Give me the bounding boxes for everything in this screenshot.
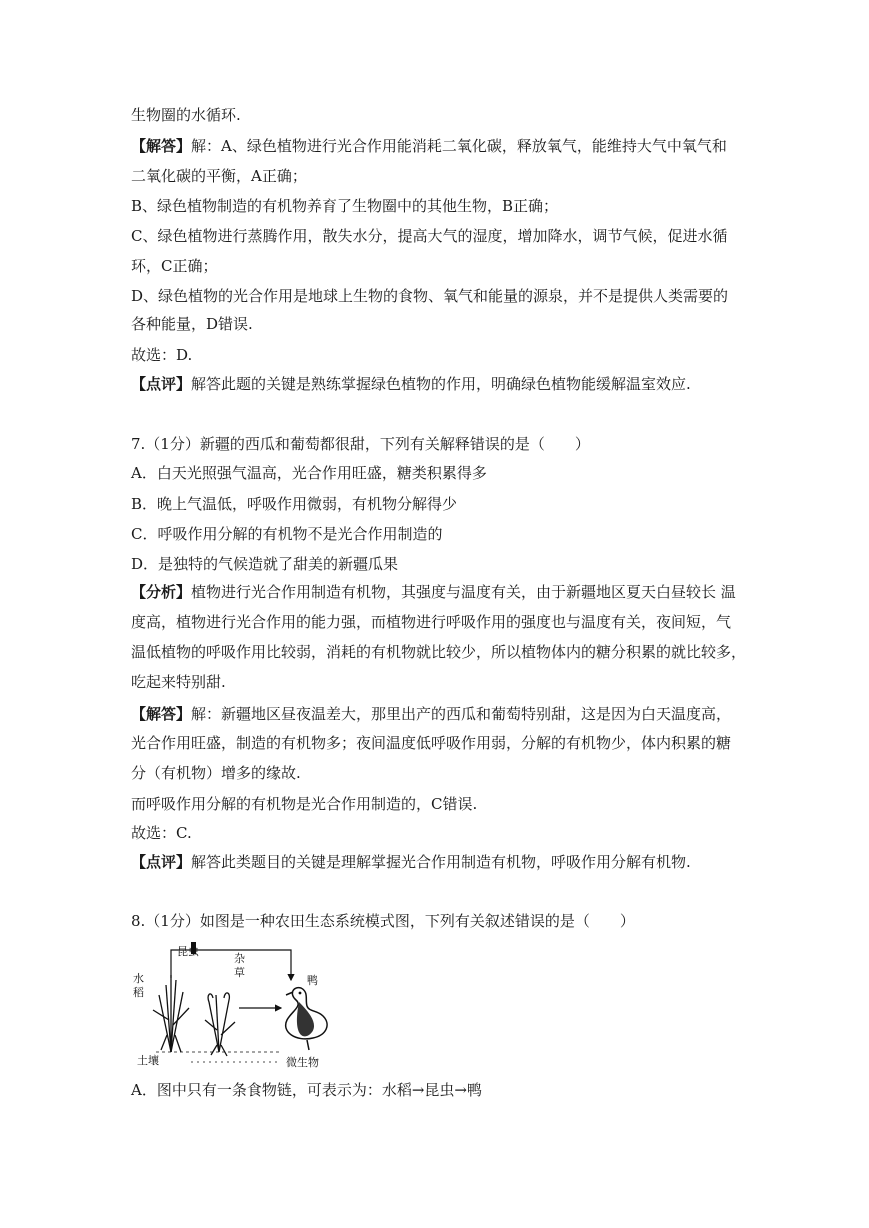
text-line: C、绿色植物进行蒸腾作用，散失水分，提高大气的湿度，增加降水，调节气候，促进水循 — [131, 227, 728, 245]
weed-plant — [205, 993, 235, 1056]
section-tag: 【点评】 — [131, 375, 192, 393]
text-line: 吃起来特别甜. — [131, 673, 226, 691]
weed-label-1: 杂 — [234, 952, 245, 965]
rice-label-1: 水 — [133, 972, 144, 985]
text-line: 生物圈的水循环. — [131, 106, 241, 124]
option-d: D．是独特的气候造就了甜美的新疆瓜果 — [131, 555, 399, 573]
duck-label: 鸭 — [307, 974, 318, 987]
text-line: 分（有机物）增多的缘故. — [131, 764, 301, 782]
text-line: B、绿色植物制造的有机物养育了生物圈中的其他生物，B正确； — [131, 197, 559, 215]
option-a: A．图中只有一条食物链，可表示为：水稻→昆虫→鸭 — [131, 1081, 482, 1099]
text-line: 度高，植物进行光合作用的能力强，而植物进行呼吸作用的强度也与温度有关，夜间短，气 — [131, 613, 732, 631]
text-line: 故选：C. — [131, 824, 192, 842]
text-line: 【解答】解：新疆地区昼夜温差大，那里出产的西瓜和葡萄特别甜，这是因为白天温度高， — [131, 705, 732, 723]
weed-label-2: 草 — [234, 966, 245, 979]
ecosystem-figure — [131, 940, 341, 1070]
rice-label-2: 稻 — [133, 986, 144, 999]
insect-label: 昆虫 — [177, 945, 199, 958]
option-c: C．呼吸作用分解的有机物不是光合作用制造的 — [131, 525, 443, 543]
text-line: 【点评】解答此题的关键是熟练掌握绿色植物的作用，明确绿色植物能缓解温室效应. — [131, 375, 691, 393]
text-line: 光合作用旺盛，制造的有机物多；夜间温度低呼吸作用弱，分解的有机物少，体内积累的糖 — [131, 734, 732, 752]
text-line: 二氧化碳的平衡，A正确； — [131, 167, 307, 185]
ecosystem-diagram — [131, 940, 341, 1070]
option-a: A．白天光照强气温高，光合作用旺盛，糖类积累得多 — [131, 464, 487, 482]
microbe-label: 微生物 — [286, 1056, 319, 1069]
text-line: 温低植物的呼吸作用比较弱，消耗的有机物就比较少，所以植物体内的糖分积累的就比较多， — [131, 643, 747, 661]
text-line: 【解答】解：A、绿色植物进行光合作用能消耗二氧化碳，释放氧气，能维持大气中氧气和 — [131, 137, 727, 155]
duck-shape — [286, 988, 327, 1050]
question-stem: 8.（1分）如图是一种农田生态系统模式图，下列有关叙述错误的是（ ） — [131, 912, 635, 930]
section-tag: 【解答】 — [131, 137, 192, 155]
section-tag: 【分析】 — [131, 583, 192, 601]
text-line: 【点评】解答此类题目的关键是理解掌握光合作用制造有机物，呼吸作用分解有机物. — [131, 853, 691, 871]
text-line: 故选：D. — [131, 346, 193, 364]
section-tag: 【点评】 — [131, 853, 192, 871]
text-line: 【分析】植物进行光合作用制造有机物，其强度与温度有关，由于新疆地区夏天白昼较长 温 — [131, 583, 736, 601]
option-b: B．晚上气温低，呼吸作用微弱，有机物分解得少 — [131, 495, 458, 513]
section-tag: 【解答】 — [131, 705, 192, 723]
text-line: D、绿色植物的光合作用是地球上生物的食物、氧气和能量的源泉，并不是提供人类需要的 — [131, 287, 729, 305]
rice-plant — [153, 975, 189, 1052]
text-line: 各种能量，D错误. — [131, 315, 253, 333]
soil-label: 土壤 — [137, 1054, 159, 1067]
question-stem: 7.（1分）新疆的西瓜和葡萄都很甜，下列有关解释错误的是（ ） — [131, 435, 590, 453]
text-line: 而呼吸作用分解的有机物是光合作用制造的，C错误. — [131, 795, 478, 813]
text-line: 环，C正确； — [131, 257, 218, 275]
